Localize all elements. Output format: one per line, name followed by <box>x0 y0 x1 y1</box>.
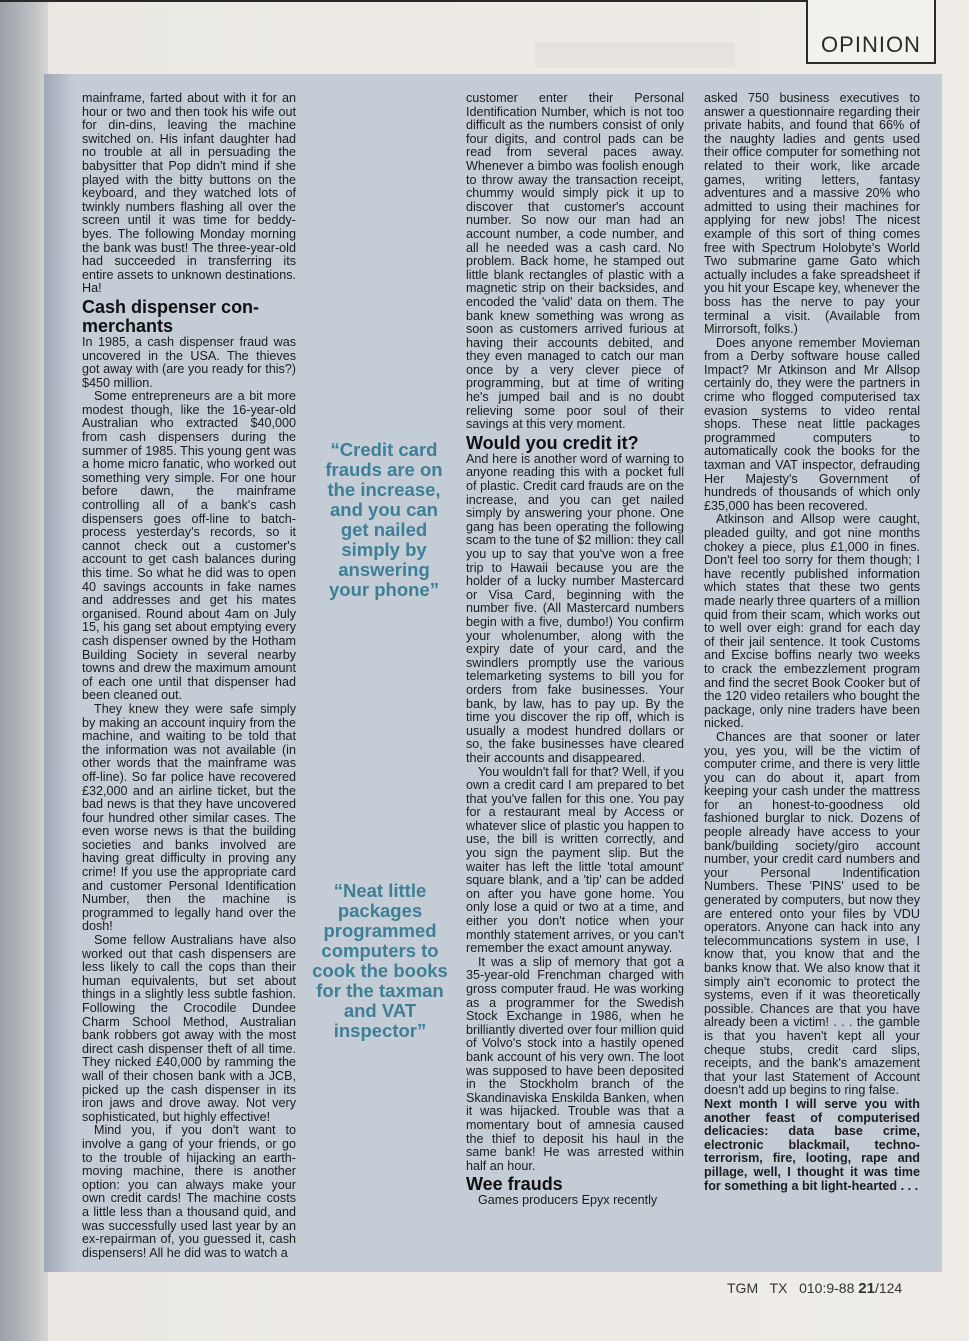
next-month-teaser: Next month I will serve you with another feast of computerised delicacies: data base crime, electronic blackmail, techno-terrorism, fire, looting, rape and pillage, well, I thought it was time for something a bit light-hearted . . . <box>704 1096 920 1193</box>
body-paragraph: They knew they were safe simply by making an account inquiry from the machine, and waiting to be told that the information was not available (in other words that the mainframe was off-line). So far police have recovered £32,000 and an airline ticket, but the bad news is that they have uncovered four hundred other similar cases. The even worse news is that the building societies and banks involved are having great difficulty in proving any crime! If you use the appropriate card and customer Personal Identification Number, then the machine is programmed to legally hand over the dosh! <box>82 701 296 934</box>
top-rule <box>0 0 806 2</box>
section-label: OPINION <box>821 32 921 57</box>
page-folio <box>727 1280 902 1297</box>
subheading-would-you-credit-it: Would you credit it? <box>466 432 639 453</box>
body-paragraph: customer enter their Personal Identification Number, which is not too difficult as the numbers consist of only four digits, and control pads can be read from several paces away. Whenever a bimbo was foolish enough to throw away the transaction receipt, chummy would simply pick it up to discover that customer's account number. So now our man had an account number, a code number, and all he needed was a cash card. No problem. Back home, he stamped out little blank rectangles of plastic with a magnetic strip on their backsides, and encoded the 'valid' data on them. The bank knew something was wrong as soon as customers arrived furious at having their accounts debited, and they even managed to catch our man once by a very clever piece of programming, but at time of writing he's jumped bail and is no doubt relieving some poor soul of their savings at this very moment. <box>466 91 684 432</box>
article-column-2 <box>466 92 684 1208</box>
body-paragraph: You wouldn't fall for that? Well, if you own a credit card I am prepared to bet that you've fallen for this one. You pay for a restaurant meal by Access or whatever slice of plastic you happen to use, the bill is written correctly, and you sign the payment slip. But the waiter has left the little 'total amount' square blank, and a 'tip' can be added on after you have gone home. You only lose a quid or two at a time, and either you don't notice when your monthly statement arrives, or you can't remember the exact amount anyway. <box>466 764 684 956</box>
binding-shadow <box>0 0 48 1341</box>
folio-page-total: /124 <box>874 1280 903 1296</box>
folio-page-number: 21 <box>858 1280 875 1297</box>
body-paragraph: Some fellow Australians have also worked out that cash dispensers are less likely to call the cops than their human equivalents, but set about things in a slightly less subtle fashion. Following the Crocodile Dundee Charm School Method, Australian bank robbers got away with the most direct cash dispenser theft of all time. They nicked £40,000 by ramming the wall of their chosen bank with a JCB, picked up the cash dispenser in its iron jaws and drove away. Not very sophisticated, but highly effective! <box>82 933 296 1124</box>
article-column-3 <box>704 92 920 1193</box>
body-paragraph: And here is another word of warning to anyone reading this with a pocket full of plastic. Credit card frauds are on the increase, and you can get nailed simply by answering your phone. One gang has been operating the following scam to the tune of $2 million: they call you up to say that you've won a free trip to Hawaii because you are the holder of a lucky number Mastercard or Visa Card, beginning with the number five. (All Mastercard numbers begin with a five, dumbo!) You confirm your wholenumber, along with the expiry date of your card, and the swindlers promptly use the various telemarketing systems to bill you for orders from fake businesses. Your bank, by law, has to pay up. By the time you discover the rip off, which is usually a modest hundred dollars or so, the fake businesses have cleared their accounts and disappeared. <box>466 451 684 765</box>
folio-issue-code: TX <box>769 1280 788 1296</box>
body-paragraph: mainframe, farted about with it for an hour or two and then took his wife out for din-dins, leaving the machine switched on. His infant daughter had no trouble at all in persuading the babysitter that Pop didn't mind if she played with the bitty buttons on the keyboard, and they watched lots of twinkly numbers flashing all over the screen until it was time for beddy-byes. The following Monday morning the bank was bust! The three-year-old had succeeded in transferring its entire assets to unknown destinations. Ha! <box>82 91 296 296</box>
pull-quote-credit-card: “Credit card frauds are on the increase, and you can get nailed simply by answering your phone” <box>325 439 443 600</box>
article-column-1 <box>82 92 296 1260</box>
body-paragraph: asked 750 business executives to answer a questionnaire regarding their private habits, and found that 66% of the naughty ladies and gents used their office computer for something not related to their work, like arcade games, writing letters, fantasy adventures and a massive 20% who admitted to using their machines for applying for new jobs! The nicest example of this sort of thing comes free with Spectrum Holobyte's World Two submarine game Gato which actually includes a fake spreadsheet if you hit your Escape key, whenever the boss has the nerve to pay your terminal a visit. (Available from Mirrorsoft, folks.) <box>704 91 920 337</box>
section-header-box <box>806 0 936 64</box>
show-through-banner <box>535 42 735 68</box>
body-paragraph: Does anyone remember Movieman from a Derby software house called Impact? Mr Atkinson and Mr Allsop certainly do, they were the partners in crime who flogged computerised tax evasion systems to video rental shops. These neat little packages programmed computers to automatically cook the books for the taxman and VAT inspector, defrauding Her Majesty's Government of hundreds of thousands of which only £35,000 has been recovered. <box>704 335 920 513</box>
panel-gutter-shade <box>44 74 74 1272</box>
folio-issue-ref: 010:9-88 <box>799 1280 855 1296</box>
body-paragraph: Games producers Epyx recently <box>478 1193 658 1208</box>
body-paragraph: Mind you, if you don't want to involve a gang of your friends, or go to the trouble of hijacking an earth-moving machine, there is another option: you can always make your own credit cards! The machine costs a little less than a thousand quid, and was successfully used last year by an ex-repairman of, you guessed it, cash dispensers! All he did was to watch a <box>82 1123 296 1260</box>
subheading-wee-frauds: Wee frauds <box>466 1174 563 1195</box>
body-paragraph: Atkinson and Allsop were caught, pleaded guilty, and got nine months chokey a piece, plus £1,000 in fines. Don't feel too sorry for them though; I have recently published information which states that these two gents made nearly three quarters of a million quid from their scam, which works out to well over eigh: grand for each day of their jail sentence. It took Customs and Excise boffins nearly two weeks to crack the embezzlement program and find the secret Book Cooker but of the 120 video retailers who bought the package, only nine traders have been nicked. <box>704 512 920 731</box>
folio-magazine: TGM <box>727 1280 759 1296</box>
pull-quote-neat-packages: “Neat little packages programmed computers to cook the books for the taxman and VAT inspector” <box>312 880 448 1041</box>
body-paragraph: It was a slip of memory that got a 35-year-old Frenchman charged with gross computer fraud. He was working as a programmer for the Swedish Stock Exchange in 1986, when he brilliantly diverted over four million quid of Volvo's stock into a hastily opened bank account of his very own. The loot was supposed to have been deposited in the Stockholm branch of the Skandinaviska Enskilda Banken, when it was hijacked. Trouble was that a momentary bout of amnesia caused the thief to deposit his haul in the same bank! He was arrested within half an hour. <box>466 954 684 1173</box>
body-paragraph: Some entrepreneurs are a bit more modest though, like the 16-year-old Australian who extracted $40,000 from cash dispensers during the summer of 1985. This young gent was a home micro fanatic, who worked out something very simple. For one hour before dawn, the mainframe controlling all of a bank's cash dispensers goes off-line to batch-process yesterday's records, so it cannot check out a customer's account to get cash balances during this time. So what he did was to open 40 savings accounts in fake names and addresses and get his mates organised. Round about 4am on July 15, his gang set about emptying every cash dispenser owned by the Hotham Building Society in several nearby towns and drew the maximum amount of each one until that dispenser had been cleaned out. <box>82 389 296 703</box>
body-paragraph: Chances are that sooner or later you, yes you, will be the victim of computer crime, and there is very little you can do about it, apart from keeping your cash under the mattress for an honest-to-goodness old fashioned burglar to nick. Dozens of people already have access to your bank/building society/giro account number, your credit card numbers and your Personal Indentification Numbers. These 'PINS' used to be generated by computers, but now they are entered onto your files by VDU operators. Anyone can hack into any telecommuncations system in use, I know that, you know that and the banks know that. We also know that it simply ain't economic to protect the systems, even if it was theoretically possible. Chances are that you have already been a victim! . . . the gamble is that you haven't kept all your cheque stubs, credit card slips, receipts, and the bank's amazement that your last Statement of Account doesn't add up begins to ring false. <box>704 729 920 1098</box>
subheading-cash-dispenser: Cash dispenser con-merchants <box>82 296 260 336</box>
body-paragraph: In 1985, a cash dispenser fraud was uncovered in the USA. The thieves got away with (are you ready for this?) $450 million. <box>82 334 296 390</box>
